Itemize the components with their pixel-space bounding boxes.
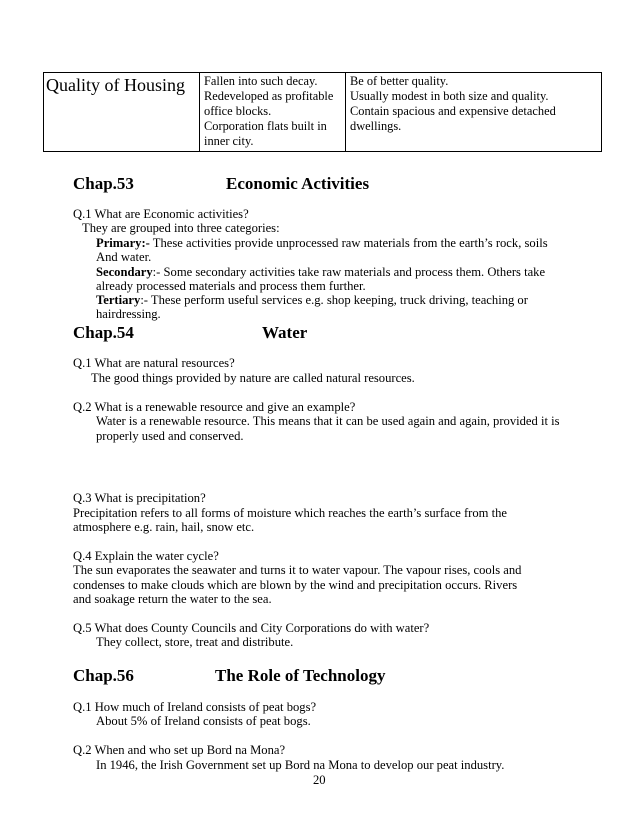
term-text: :- Some secondary activities take raw materials and process them. Others take (152, 265, 546, 279)
answer-line: and soakage return the water to the sea. (73, 592, 272, 606)
chapter-title: Economic Activities (226, 174, 370, 193)
housing-quality-table (43, 72, 602, 152)
question: Q.1 What are Economic activities? (73, 207, 249, 221)
answer-line (96, 236, 548, 250)
question: Q.1 What are natural resources? (73, 356, 235, 370)
cell-line: dwellings. (350, 119, 402, 133)
question: Q.2 What is a renewable resource and give an example? (73, 400, 356, 414)
table-row (44, 73, 602, 152)
question: Q.5 What does County Councils and City Corporations do with water? (73, 621, 430, 635)
answer-line: hairdressing. (96, 307, 161, 321)
chapter-number: Chap.56 (73, 666, 134, 685)
cell-line: Contain spacious and expensive detached (350, 104, 556, 118)
cell-line: Fallen into such decay. (204, 74, 318, 88)
cell-line: Redeveloped as profitable (204, 89, 334, 103)
cell-line: Usually modest in both size and quality. (350, 89, 549, 103)
question: Q.1 How much of Ireland consists of peat bogs? (73, 700, 317, 714)
table-cell-inner-city (200, 73, 346, 152)
cell-line: office blocks. (204, 104, 272, 118)
chapter-title: Water (262, 323, 308, 342)
answer-line: The sun evaporates the seawater and turns it to water vapour. The vapour rises, cools and (73, 563, 522, 577)
answer-line: Precipitation refers to all forms of moisture which reaches the earth’s surface from the (73, 506, 507, 520)
question: Q.3 What is precipitation? (73, 491, 206, 505)
term-label: Primary:- (96, 236, 150, 250)
term-text: These activities provide unprocessed raw materials from the earth’s rock, soils (149, 236, 548, 250)
chapter-number: Chap.54 (73, 323, 134, 342)
answer-line: atmosphere e.g. rain, hail, snow etc. (73, 520, 255, 534)
answer-line (96, 293, 528, 307)
answer-line: And water. (96, 250, 152, 264)
chapter-title: The Role of Technology (215, 666, 386, 685)
answer: The good things provided by nature are called natural resources. (91, 371, 415, 385)
cell-line: Be of better quality. (350, 74, 449, 88)
cell-line: Corporation flats built in (204, 119, 327, 133)
answer: In 1946, the Irish Government set up Bord na Mona to develop our peat industry. (96, 758, 505, 772)
question: Q.2 When and who set up Bord na Mona? (73, 743, 286, 757)
table-cell-suburbs (346, 73, 602, 152)
answer-line: condenses to make clouds which are blown by the wind and precipitation occurs. Rivers (73, 578, 518, 592)
page-number: 20 (313, 773, 326, 787)
answer: About 5% of Ireland consists of peat bogs. (96, 714, 311, 728)
answer-line (96, 265, 545, 279)
answer-line: already processed materials and process them further. (96, 279, 366, 293)
chapter-number: Chap.53 (73, 174, 134, 193)
answer-line: properly used and conserved. (96, 429, 244, 443)
answer: They collect, store, treat and distribute. (96, 635, 294, 649)
answer: They are grouped into three categories: (82, 221, 280, 235)
term-label: Tertiary (96, 293, 141, 307)
term-label: Secondary (96, 265, 153, 279)
table-row-label: Quality of Housing (44, 73, 200, 152)
question: Q.4 Explain the water cycle? (73, 549, 219, 563)
answer-line: Water is a renewable resource. This means that it can be used again and again, provided it is (96, 414, 560, 428)
cell-line: inner city. (204, 134, 254, 148)
term-text: :- These perform useful services e.g. shop keeping, truck driving, teaching or (140, 293, 528, 307)
